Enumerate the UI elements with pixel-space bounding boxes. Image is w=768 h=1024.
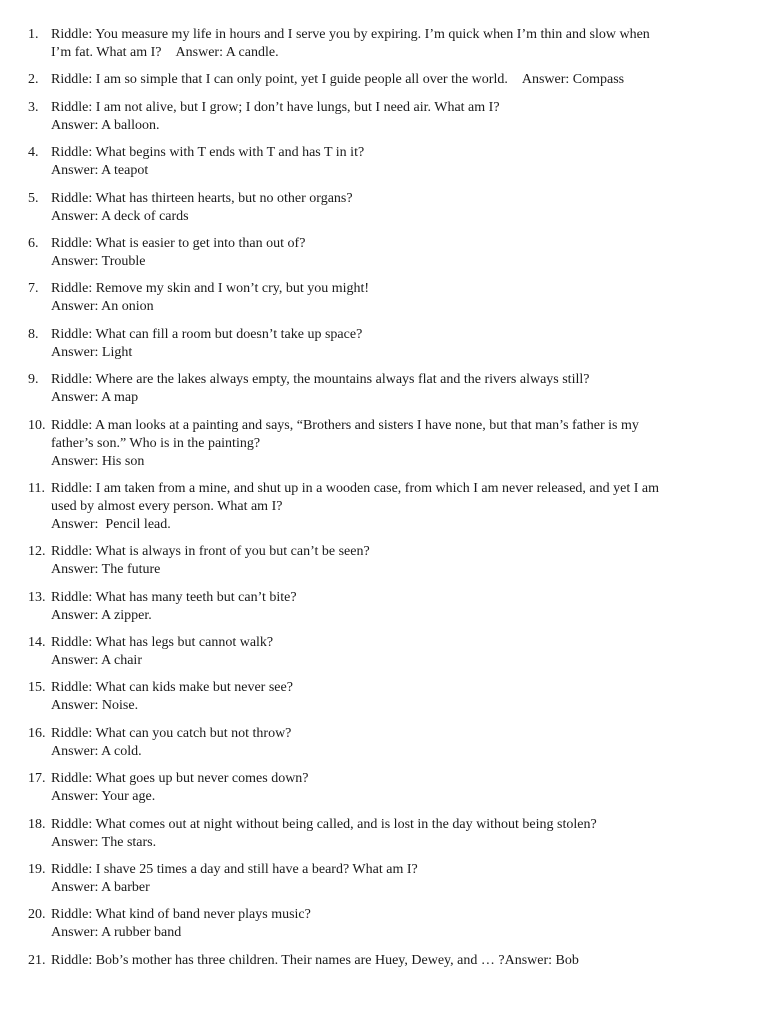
riddle-item: [0, 725, 768, 761]
riddle-item: [0, 326, 768, 362]
riddle-item: [0, 26, 768, 62]
riddle-question: Riddle: I am not alive, but I grow; I don’t have lungs, but I need air. What am I?: [51, 99, 500, 115]
riddle-answer: Answer: Trouble: [51, 253, 146, 269]
riddle-question: Riddle: What has many teeth but can’t bite?: [51, 589, 297, 605]
riddle-number: 6.: [28, 235, 39, 251]
riddle-answer: Answer: A zipper.: [51, 607, 152, 623]
riddle-question: Riddle: What is easier to get into than out of?: [51, 235, 306, 251]
riddle-answer: Answer: Your age.: [51, 789, 156, 805]
riddle-answer: Answer: Light: [51, 344, 133, 360]
riddle-answer: Answer: An onion: [51, 299, 154, 315]
riddle-number: 21.: [28, 952, 46, 968]
riddle-question: Riddle: What begins with T ends with T and has T in it?: [51, 145, 365, 161]
riddle-item: [0, 634, 768, 670]
riddle-number: 3.: [28, 99, 39, 115]
riddle-list: [0, 26, 768, 979]
riddle-answer: Answer: A rubber band: [51, 925, 182, 941]
riddle-question: Riddle: You measure my life in hours and I serve you by expiring. I’m quick when I’m thin and slow when I’m fat. What am I?: [51, 27, 654, 60]
riddle-question: Riddle: What goes up but never comes down?: [51, 771, 309, 787]
riddle-text: [51, 71, 668, 89]
riddle-answer: Answer: The stars.: [51, 834, 157, 850]
riddle-question: Riddle: A man looks at a painting and says, “Brothers and sisters I have none, but that man’s father is my father’s son.” Who is in the painting?: [51, 417, 643, 451]
riddle-answer: Answer: Bob: [504, 952, 579, 968]
riddle-item: [0, 235, 768, 271]
riddle-answer: Answer: Compass: [521, 72, 625, 88]
riddle-item: [0, 71, 768, 89]
riddle-question: Riddle: I am so simple that I can only point, yet I guide people all over the world.: [51, 72, 508, 88]
riddle-item: [0, 906, 768, 942]
riddle-item: [0, 679, 768, 715]
riddle-question: Riddle: What can fill a room but doesn’t take up space?: [51, 326, 363, 342]
riddle-answer: Answer: A candle.: [175, 45, 279, 60]
riddle-number: 2.: [28, 72, 39, 88]
riddle-question: Riddle: What comes out at night without being called, and is lost in the day without being stolen?: [51, 816, 597, 832]
riddle-item: [0, 190, 768, 226]
riddle-question: Riddle: What kind of band never plays music?: [51, 907, 311, 923]
riddle-question: Riddle: Where are the lakes always empty, the mountains always flat and the rivers always still?: [51, 372, 590, 388]
riddle-item: [0, 952, 768, 970]
riddle-answer: Answer: A balloon.: [51, 117, 160, 133]
riddle-answer: Answer: A barber: [51, 880, 150, 896]
riddle-answer: Answer: Noise.: [51, 698, 139, 714]
riddle-answer: Answer: A cold.: [51, 743, 142, 759]
riddle-question: Riddle: What has thirteen hearts, but no other organs?: [51, 190, 353, 206]
riddle-number: 18.: [28, 816, 46, 832]
riddle-answer: Answer: A deck of cards: [51, 208, 189, 224]
riddle-item: [0, 417, 768, 471]
riddle-number: 16.: [28, 725, 46, 741]
riddle-number: 7.: [28, 281, 39, 297]
riddle-question: Riddle: What can you catch but not throw?: [51, 725, 292, 741]
riddle-item: [0, 480, 768, 534]
riddle-number: 20.: [28, 907, 46, 923]
riddle-text: [51, 26, 668, 62]
riddle-number: 13.: [28, 589, 46, 605]
riddle-item: [0, 543, 768, 579]
riddle-answer: Answer: A map: [51, 390, 139, 406]
riddle-answer: Answer: A teapot: [51, 163, 149, 179]
riddle-number: 11.: [28, 480, 45, 496]
riddle-question: Riddle: What has legs but cannot walk?: [51, 635, 274, 651]
riddle-text: [51, 952, 668, 970]
riddle-item: [0, 589, 768, 625]
riddle-question: Riddle: Remove my skin and I won’t cry, but you might!: [51, 281, 370, 297]
riddle-item: [0, 371, 768, 407]
riddle-number: 12.: [28, 544, 46, 560]
riddle-number: 1.: [28, 27, 39, 42]
riddle-question: Riddle: What can kids make but never see?: [51, 680, 293, 696]
riddle-question: Riddle: I am taken from a mine, and shut up in a wooden case, from which I am never released, and yet I am used by almost every person. What am I?: [51, 480, 663, 514]
riddle-item: [0, 280, 768, 316]
riddle-item: [0, 816, 768, 852]
riddle-number: 5.: [28, 190, 39, 206]
riddle-question: Riddle: What is always in front of you but can’t be seen?: [51, 544, 370, 560]
riddle-number: 17.: [28, 771, 46, 787]
riddle-number: 10.: [28, 417, 46, 433]
riddle-item: [0, 770, 768, 806]
riddle-answer: Answer: Pencil lead.: [51, 516, 171, 532]
riddle-item: [0, 861, 768, 897]
riddle-question: Riddle: I shave 25 times a day and still have a beard? What am I?: [51, 862, 418, 878]
riddle-number: 19.: [28, 862, 46, 878]
riddle-number: 4.: [28, 145, 39, 161]
riddle-number: 8.: [28, 326, 39, 342]
riddle-number: 15.: [28, 680, 46, 696]
riddle-number: 14.: [28, 635, 46, 651]
riddle-item: [0, 144, 768, 180]
riddle-number: 9.: [28, 372, 39, 388]
riddle-answer: Answer: The future: [51, 562, 161, 578]
riddle-item: [0, 99, 768, 135]
riddle-question: Riddle: Bob’s mother has three children. Their names are Huey, Dewey, and … ?: [51, 952, 505, 968]
riddle-answer: Answer: His son: [51, 453, 145, 469]
riddle-answer: Answer: A chair: [51, 653, 142, 669]
